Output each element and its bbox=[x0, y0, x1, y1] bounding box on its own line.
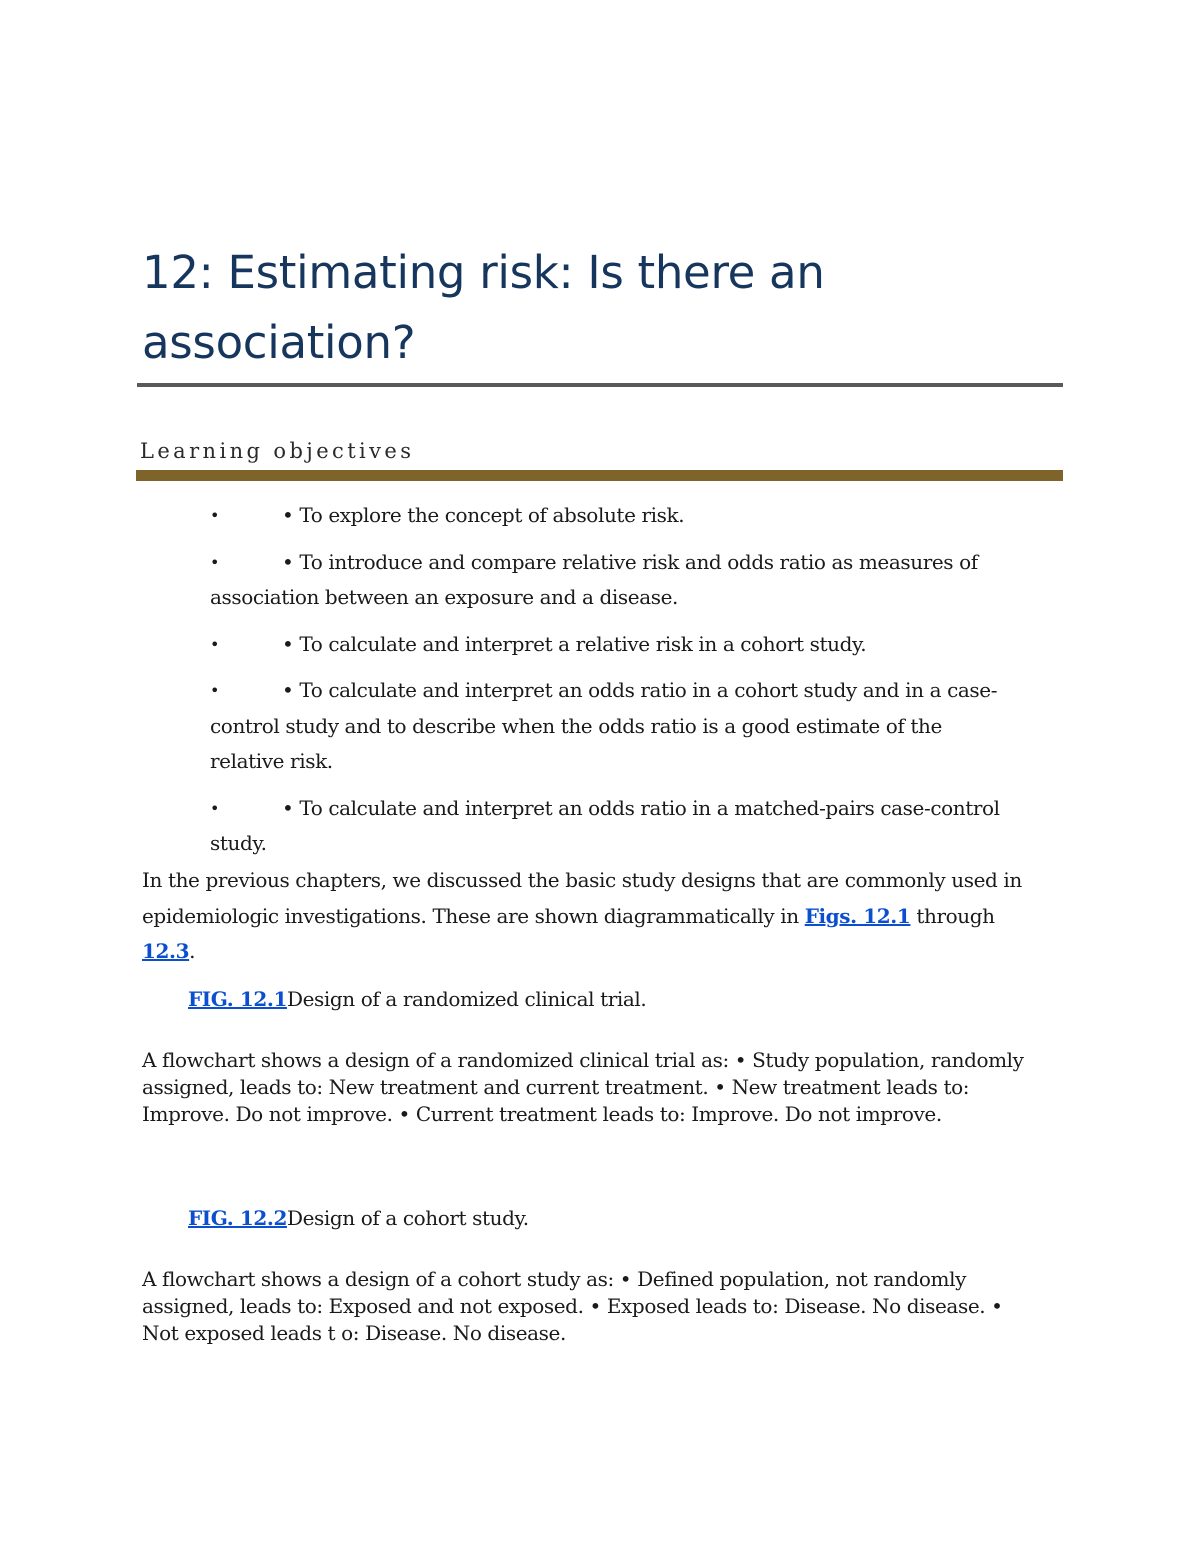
figure-caption-12-1 bbox=[188, 987, 646, 1011]
bullet-icon: • bbox=[210, 634, 220, 654]
list-item bbox=[210, 498, 1010, 534]
figure-description-12-2: A flowchart shows a design of a cohort study as: • Defined population, not randomly assigned, leads to: Exposed and not exposed. • Exposed leads to: Disease. No disease. • Not exposed leads t o: Disease. No disease. bbox=[142, 1267, 1003, 1345]
bullet-icon: • bbox=[210, 552, 220, 572]
list-item bbox=[210, 627, 1010, 663]
intro-paragraph bbox=[142, 863, 1052, 970]
intro-text-before: In the previous chapters, we discussed the basic study designs that are commonly used in epidemiologic investigations. These are shown diagrammatically in bbox=[142, 868, 1022, 928]
heading-divider bbox=[136, 470, 1063, 481]
figure-caption-text: Design of a cohort study. bbox=[286, 1206, 529, 1230]
learning-objectives-list bbox=[210, 498, 1010, 873]
intro-text-middle: through bbox=[910, 903, 995, 928]
objective-text: • To introduce and compare relative risk and odds ratio as measures of association between an exposure and a disease. bbox=[210, 549, 978, 609]
fig-12-3-link[interactable]: 12.3 bbox=[142, 939, 190, 963]
objective-text: • To calculate and interpret an odds ratio in a matched-pairs case-control study. bbox=[210, 795, 1000, 855]
fig-12-2-label-link[interactable]: FIG. 12.2 bbox=[188, 1206, 287, 1230]
bullet-icon: • bbox=[210, 506, 220, 525]
objective-text: • To calculate and interpret an odds ratio in a cohort study and in a case-control study and to describe when the odds ratio is a good estimate of the relative risk. bbox=[210, 678, 998, 773]
figure-description-12-1: A flowchart shows a design of a randomized clinical trial as: • Study population, randomly assigned, leads to: New treatment and current treatment. • New treatment leads to: Improve. Do not improve. • Current treatment leads to: Improve. Do not improve. bbox=[142, 1048, 1024, 1126]
title-divider bbox=[137, 383, 1063, 387]
objective-text: • To explore the concept of absolute risk. bbox=[282, 503, 685, 527]
list-item bbox=[210, 791, 1010, 862]
figure-caption-text: Design of a randomized clinical trial. bbox=[286, 987, 647, 1011]
intro-text-after: . bbox=[189, 939, 196, 963]
figs-12-1-link[interactable]: Figs. 12.1 bbox=[804, 903, 911, 928]
list-item bbox=[210, 673, 1010, 780]
bullet-icon: • bbox=[210, 681, 220, 700]
learning-objectives-heading: Learning objectives bbox=[140, 439, 415, 463]
fig-12-1-label-link[interactable]: FIG. 12.1 bbox=[188, 987, 287, 1011]
chapter-title: 12: Estimating risk: Is there an association? bbox=[142, 246, 825, 369]
objective-text: • To calculate and interpret a relative risk in a cohort study. bbox=[282, 631, 867, 656]
figure-caption-12-2 bbox=[188, 1206, 529, 1230]
bullet-icon: • bbox=[210, 798, 220, 818]
list-item bbox=[210, 545, 1010, 616]
